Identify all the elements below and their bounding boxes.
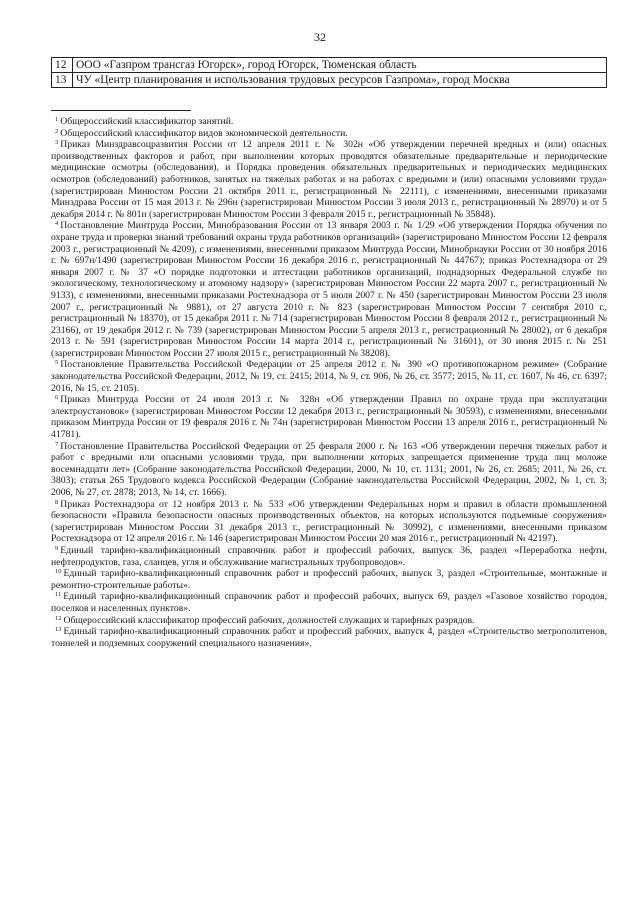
page-number: 32 (314, 30, 326, 44)
footnote-text: Общероссийский классификатор профессий рабочих, должностей служащих и тарифных разрядов. (63, 614, 475, 626)
footnote-text: Постановление Правительства Российской Федерации от 25 апреля 2012 г. № 390 «О противопожарном режиме» (Собрание законодательства Российской Федерации, 2012, № 19, ст. 2415; 2014, № 9, ст. 906, № 26, ст. 3577; 2015, № 11, ст. 1607, № 46, ст. 6397; 2016, № 15, ст. 2105). (51, 359, 607, 394)
footnote (51, 128, 607, 140)
footnote (51, 394, 607, 440)
table-row (52, 58, 607, 73)
footnote-mark: 1 (55, 116, 59, 123)
footnotes (51, 116, 607, 649)
footnote-mark: 5 (55, 359, 59, 367)
footnote-text: Общероссийский классификатор занятий. (60, 116, 234, 127)
footnote-mark: 9 (55, 544, 59, 552)
footnote-text: Единый тарифно-квалификационный справочник работ и профессий рабочих, выпуск 3, раздел «Строительные, монтажные и ремонтно-строительные работы». (51, 568, 607, 591)
footnote-mark: 7 (55, 440, 59, 448)
footnote-mark: 11 (55, 591, 62, 599)
footnote (51, 545, 607, 568)
footnote (51, 139, 607, 220)
row-number: 12 (52, 58, 73, 73)
footnote-mark: 4 (55, 220, 59, 228)
footnote-text: Единый тарифно-квалификационный справочник работ и профессий рабочих, выпуск 69, раздел «Газовое хозяйство городов, поселков и населенных пунктов». (51, 591, 607, 614)
footnote (51, 441, 607, 499)
footnote-text: Постановление Правительства Российской Федерации от 25 февраля 2000 г. № 163 «Об утверждении перечня тяжелых работ и работ с вредными или опасными условиями труда, при выполнении которых запрещается применение труда лиц моложе восемнадцати лет» (Собрание законодательства Российской Федерации, 2000, № 10, ст. 1131; 2001, № 26, ст. 2685; 2011, № 26, ст. 3803); статья 265 Трудового кодекса Российской Федерации (Собрание законодательства Российской Федерации, 2002, № 1, ст. 3; 2006, № 27, ст. 2878; 2013, № 14, ст. 1666). (51, 440, 607, 498)
footnote-mark: 12 (55, 614, 62, 622)
footnote (51, 591, 607, 614)
footnote (51, 615, 607, 627)
row-number: 13 (52, 73, 73, 88)
footnote (51, 626, 607, 649)
footnote-mark: 8 (55, 498, 59, 506)
footnote (51, 116, 607, 128)
footnote (51, 499, 607, 545)
footnote-text: Единый тарифно-квалификационный справочник работ и профессий рабочих, выпуск 4, раздел «Строительство метрополитенов, тоннелей и подземных сооружений специального назначения». (51, 626, 607, 649)
footnote-text: Приказ Минздравсоцразвития России от 12 апреля 2011 г. № 302н «Об утверждении перечней вредных и (или) опасных производственных факторов и работ, при выполнении которых проводятся обязательные предварительные и периодические медицинские осмотры (обследования), и Порядка проведения обязательных предварительных и периодических медицинских осмотров (обследований) работников, занятых на тяжелых работах и на работах с вредными и (или) опасными условиями труда» (зарегистрирован Минюстом России 21 октября 2011 г., регистрационный № 22111), с изменениями, внесенными приказами Минздрава России от 15 мая 2013 г. № 296н (зарегистрирован Минюстом России 3 июля 2013 г., регистрационный № 28970) и от 5 декабря 2014 г. № 801н (зарегистрирован Минюстом России 3 февраля 2015 г., регистрационный № 35848). (51, 139, 607, 220)
organization-name: ООО «Газпром трансгаз Югорск», город Югорск, Тюменская область (73, 58, 607, 73)
footnote-mark: 2 (55, 127, 59, 135)
footnote-mark: 13 (55, 626, 62, 634)
footnote-mark: 3 (55, 139, 59, 147)
footnote-text: Приказ Ростехнадзора от 12 ноября 2013 г. № 533 «Об утверждении Федеральных норм и правил в области промышленной безопасности «Правила безопасности опасных производственных объектов, на которых используются подъемные сооружения» (зарегистрирован Минюстом России 31 декабря 2013 г., регистрационный № 30992), с изменениями, внесенными приказом Ростехнадзора от 12 апреля 2016 г. № 146 (зарегистрирован Минюстом России 20 мая 2016 г., регистрационный № 42197). (51, 498, 607, 545)
footnote-separator (51, 110, 191, 111)
table-row (52, 73, 607, 88)
footnote-text: Общероссийский классификатор видов экономической деятельности. (60, 127, 348, 139)
footnote-mark: 6 (55, 394, 59, 402)
footnote (51, 359, 607, 394)
footnote-text: Приказ Минтруда России от 24 июля 2013 г. № 328н «Об утверждении Правил по охране труда при эксплуатации электроустановок» (зарегистрирован Минюстом России 12 декабря 2013 г., регистрационный № 30593), с изменениями, внесенными приказом Минтруда России от 19 февраля 2016 г. № 74н (зарегистрирован Минюстом России 13 апреля 2016 г., регистрационный № 41781). (51, 394, 607, 441)
footnote-text: Постановление Минтруда России, Минобразования России от 13 января 2003 г. № 1/29 «Об утверждении Порядка обучения по охране труда и проверки знаний требований охраны труда работников организаций» (зарегистрировано Минюстом России 12 февраля 2003 г., регистрационный № 4209), с изменениями, внесенными приказом Минтруда России, Минобрнауки России от 30 ноября 2016 г. № 697н/1490 (зарегистрирован Минюстом России 16 декабря 2016 г., регистрационный № 44767); приказ Ростехнадзора от 29 января 2007 г. № 37 «О порядке подготовки и аттестации работников организаций, поднадзорных Федеральной службе по экологическому, технологическому и атомному надзору» (зарегистрирован Минюстом России 22 марта 2007 г., регистрационный № 9133), с изменениями, внесенными приказами Ростехнадзора от 5 июля 2007 г. № 450 (зарегистрирован Минюстом России 23 июля 2007 г., регистрационный № 9881), от 27 августа 2010 г. № 823 (зарегистрирован Минюстом России 7 сентября 2010 г., регистрационный № 18370), от 15 декабря 2011 г. № 714 (зарегистрирован Минюстом России 8 февраля 2012 г., регистрационный № 23166), от 19 декабря 2012 г. № 739 (зарегистрирован Минюстом России 5 апреля 2013 г., регистрационный № 28002), от 6 декабря 2013 г. № 591 (зарегистрирован Минюстом России 14 марта 2014 г., регистрационный № 31601), от 30 июня 2015 г. № 251 (зарегистрирован Минюстом России 27 июля 2015 г., регистрационный № 38208). (51, 220, 608, 359)
footnote-mark: 10 (55, 568, 62, 576)
footnote (51, 568, 607, 591)
organization-name: ЧУ «Центр планирования и использования трудовых ресурсов Газпрома», город Москва (73, 73, 607, 88)
footnote-text: Единый тарифно-квалификационный справочник работ и профессий рабочих, выпуск 36, раздел «Переработка нефти, нефтепродуктов, газа, сланцев, угля и обслуживание магистральных трубопроводов». (51, 544, 607, 568)
footnote (51, 220, 607, 359)
organizations-table (51, 57, 607, 88)
